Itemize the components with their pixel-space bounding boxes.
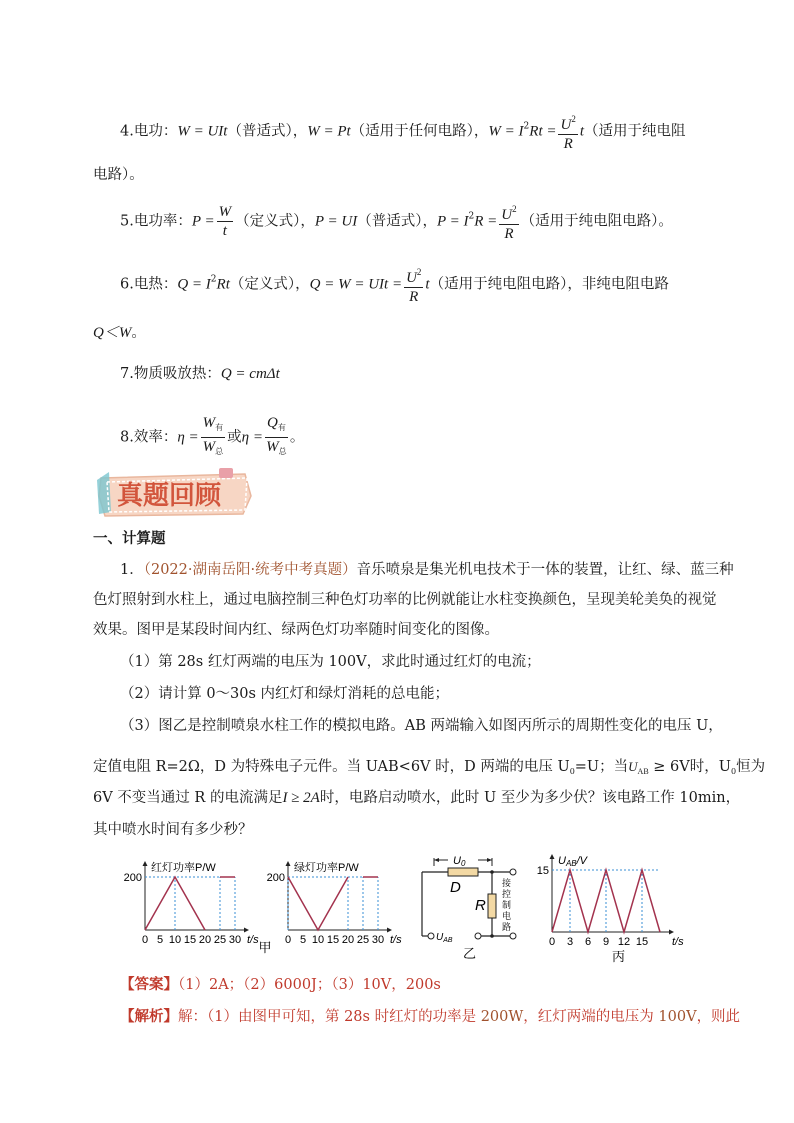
formula-absorb — [120, 364, 280, 384]
formula-work-cont: 电路）。 — [93, 167, 144, 183]
f8-fraction: $\frac{W_有}{W_总}$ — [202, 415, 224, 456]
x-tick-label: 15 — [183, 934, 197, 946]
figure-bing — [536, 845, 690, 965]
question-source: （2022·湖南岳阳·统考中考真题） — [143, 562, 357, 578]
x-tick-label: 10 — [311, 934, 325, 946]
figure-jia-label: 甲 — [258, 940, 272, 955]
question-part-1: （1）第 28s 红灯两端的电压为 100V，求此时通过红灯的电流； — [120, 654, 541, 670]
section-title: 一、计算题 — [93, 530, 166, 547]
f5-e3: P = I — [436, 213, 469, 230]
question-stem-1: 音乐喷泉是集光机电技术于一体的装置，让红、绿、蓝三种 — [356, 562, 734, 578]
x-tick-label: 25 — [213, 934, 227, 946]
f6-t1: （定义式）， — [229, 276, 310, 293]
banner-text: 真题回顾 — [117, 480, 222, 510]
f4-t2: （适用于任何电路）， — [350, 123, 489, 140]
question-part-2: （2）请计算 0～30s 内红灯和绿灯消耗的总电能； — [120, 686, 450, 702]
f8-prefix: 8.效率： — [120, 429, 178, 446]
y-axis-label: UAB/V — [558, 855, 588, 868]
y-axis-arrow — [550, 854, 555, 859]
x-axis-arrow — [244, 928, 249, 933]
x-tick-label: 20 — [198, 934, 212, 946]
y-axis-arrow — [143, 861, 148, 866]
f5-e2: P = UI — [314, 213, 358, 230]
f4-e3: W = I — [488, 123, 524, 140]
figure-yi-circuit — [418, 852, 526, 962]
answer-text: （1）2A；（2）6000J；（3）10V，200s — [178, 977, 441, 993]
figure-jia — [115, 855, 402, 955]
f8-end: 。 — [289, 429, 305, 446]
answer-line — [120, 975, 441, 995]
chart-green-light — [267, 860, 402, 946]
svg-text:接: 接 — [502, 878, 512, 888]
figure-bing-label: 丙 — [612, 949, 626, 964]
formula-power: 5.电功率：P = $\frac{W}{t}$ （定义式），P = UI（普适式），$P = I^2R$ = $\frac{U^2}{R}$ （适用于纯电阻电路）。 — [120, 200, 673, 243]
x-tick-label: 20 — [341, 934, 355, 946]
x-axis-label: t/s — [247, 934, 259, 946]
x-tick-label: 9 — [602, 936, 610, 948]
x-tick-label: 15 — [635, 936, 649, 948]
f4-prefix: 4.电功： — [120, 123, 178, 140]
f4-t3: （适用于纯电阻 — [584, 123, 686, 140]
figure-yi-label: 乙 — [463, 946, 477, 961]
y-axis-arrow — [286, 861, 291, 866]
x-tick-label: 25 — [356, 934, 370, 946]
section-banner — [95, 466, 257, 518]
f5-t1: （定义式）， — [235, 213, 315, 230]
question-line-1 — [120, 560, 734, 580]
x-axis-label: t/s — [672, 936, 684, 948]
f4-e1: W = UIt — [177, 123, 228, 140]
question-part-3a: （3）图乙是控制喷泉水柱工作的模拟电路。AB 两端输入如图丙所示的周期性变化的电压 U， — [120, 718, 723, 734]
question-part-3b: 定值电阻 R=2Ω，D 为特殊电子元件。当 UAB<6V 时，D 两端的电压 $U_0=U$；当$U_{AB} \ge 6V$时，$U_0$恒为 — [93, 759, 766, 776]
y-tick-label: 200 — [266, 872, 285, 884]
question-line-3: 效果。图甲是某段时间内红、绿两色灯功率随时间变化的图像。 — [93, 622, 499, 638]
question-line-2: 色灯照射到水柱上，通过电脑控制三种色灯功率的比例就能让水柱变换颜色，呈现美轮美奂的视觉 — [93, 592, 717, 608]
f6-e1b: Rt — [216, 276, 230, 293]
f5-fraction2: $\frac{U^2}{R}$ — [499, 200, 518, 243]
x-tick-label: 0 — [548, 936, 556, 948]
f4-e3c: t — [579, 123, 584, 140]
question-number: 1． — [120, 562, 144, 578]
f6-e1: Q = I — [177, 276, 211, 293]
question-part-3d: 其中喷水时间有多少秒？ — [93, 822, 253, 838]
analysis-line: 【解析】解：（1）由图甲可知，第 28s 时红灯的功率是 200W，红灯两端的电压为 100V，则此 — [120, 1008, 741, 1025]
f5-e1: P = — [191, 213, 215, 230]
f4-e3b: Rt = — [529, 123, 557, 140]
chart-title: 绿灯功率P/W — [294, 862, 359, 874]
question-part-3c: 6V 不变当通过 R 的电流满足I ≥ 2A时，电路启动喷水，此时 U 至少为多少伏？该电路工作 10min， — [93, 790, 741, 806]
analysis-tag: 【解析】 — [120, 1008, 178, 1025]
x-tick-label: 5 — [156, 934, 164, 946]
formula-efficiency — [120, 414, 304, 461]
uab-label: $U_{AB}$ — [436, 932, 453, 944]
f7-e1: Q = cmΔt — [220, 366, 280, 382]
formula-heat-cont: Q＜W。 — [93, 325, 146, 341]
chart-uab — [537, 854, 684, 948]
y-tick-label: 200 — [123, 872, 142, 884]
x-tick-label: 10 — [168, 934, 182, 946]
formula-heat: 6.电热：$Q = I^2Rt$（定义式），Q = W = UIt = $\frac{U^2}{R}$ t（适用于纯电阻电路），非纯电阻电路 — [120, 263, 669, 306]
series-line-0 — [288, 877, 348, 930]
f4-e2: W = Pt — [307, 123, 351, 140]
svg-text:电: 电 — [502, 911, 512, 921]
f6-t2: （适用于纯电阻电路），非纯电阻电路 — [429, 276, 669, 293]
d-label: D — [450, 879, 461, 896]
f6-fraction: $\frac{U^2}{R}$ — [404, 263, 423, 306]
f7-prefix: 7.物质吸放热： — [120, 366, 221, 382]
x-axis-arrow — [387, 928, 392, 933]
f8-e2: η = — [241, 429, 263, 446]
y-tick-label: 15 — [536, 865, 549, 877]
svg-text:制: 制 — [502, 900, 512, 910]
answer-tag: 【答案】 — [120, 976, 178, 993]
f4-t1: （普适式）， — [227, 123, 308, 140]
x-tick-label: 12 — [617, 936, 631, 948]
clip-icon — [219, 468, 233, 478]
control-circuit-label — [502, 877, 511, 932]
f5-t2: （普适式）， — [357, 213, 437, 230]
chart-title: 红灯功率P/W — [151, 862, 216, 874]
component-d — [448, 868, 478, 876]
svg-text:路: 路 — [502, 922, 512, 932]
f6-prefix: 6.电热： — [120, 276, 178, 293]
f5-fraction: $\frac{W}{t}$ — [218, 204, 232, 239]
x-tick-label: 30 — [371, 934, 385, 946]
x-tick-label: 15 — [326, 934, 340, 946]
f4-fraction: $\frac{U^2}{R}$ — [558, 110, 577, 153]
x-axis-label: t/s — [390, 934, 402, 946]
svg-text:控: 控 — [502, 889, 512, 899]
x-tick-label: 30 — [228, 934, 242, 946]
f5-prefix: 5.电功率： — [120, 213, 192, 230]
x-tick-label: 3 — [566, 936, 574, 948]
u0-label: U0 — [453, 855, 466, 868]
resistor-r — [488, 894, 496, 918]
x-tick-label: 0 — [284, 934, 292, 946]
f6-e2c: t — [425, 276, 430, 293]
f8-mid: 或 — [227, 429, 242, 446]
f6-e2: Q = W = UIt = — [309, 276, 403, 293]
formula-work: 4.电功：W = UIt（普适式），W = Pt（适用于任何电路），$W = I^2Rt$ = $\frac{U^2}{R}$ t（适用于纯电阻 — [120, 110, 686, 153]
x-tick-label: 6 — [584, 936, 592, 948]
x-axis-arrow — [669, 930, 674, 935]
f8-e1: η = — [177, 429, 199, 446]
x-tick-label: 0 — [141, 934, 149, 946]
chart-red-light — [124, 860, 259, 946]
f5-t3: （适用于纯电阻电路）。 — [520, 213, 673, 230]
f8-fraction2: $\frac{Q_有}{W_总}$ — [266, 415, 287, 456]
r-label: R — [475, 897, 486, 914]
f5-e3b: R = — [474, 213, 498, 230]
x-tick-label: 5 — [299, 934, 307, 946]
